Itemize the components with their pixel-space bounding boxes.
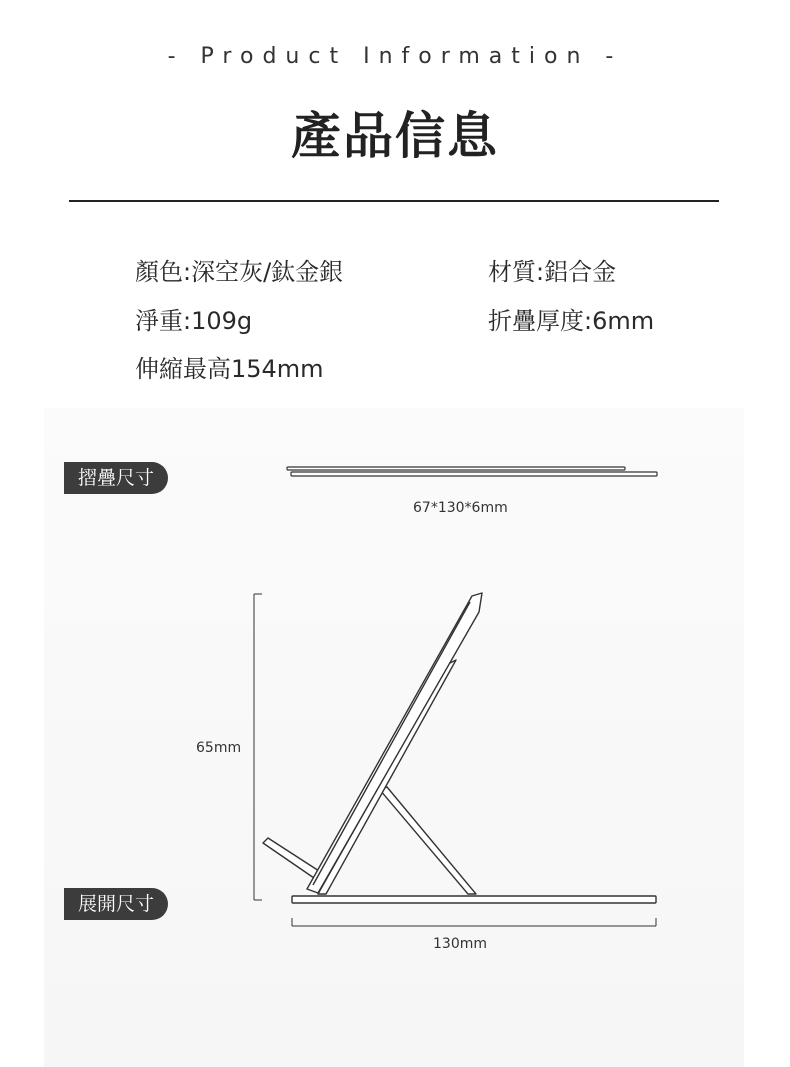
spec-color: 顏色:深空灰/鈦金銀 (135, 258, 344, 286)
folded-stand-outline (287, 467, 657, 476)
height-dimension-line (254, 594, 262, 900)
spec-weight: 淨重:109g (135, 307, 253, 335)
spec-folded-thickness: 折疊厚度:6mm (488, 307, 655, 335)
unfolded-size-tag: 展開尺寸 (64, 888, 168, 920)
folded-dimensions-label: 67*130*6mm (413, 500, 508, 516)
unfolded-stand-outline (263, 593, 656, 903)
section-subtitle: - Product Information - (167, 44, 623, 69)
spec-material: 材質:鋁合金 (488, 258, 617, 286)
page-title: 產品信息 (291, 107, 499, 165)
spec-max-height: 伸縮最高154mm (135, 355, 324, 383)
width-dimension-line (292, 918, 656, 926)
height-dimension-label: 65mm (196, 740, 242, 756)
folded-size-tag: 摺疊尺寸 (64, 462, 168, 494)
width-dimension-label: 130mm (433, 936, 487, 952)
